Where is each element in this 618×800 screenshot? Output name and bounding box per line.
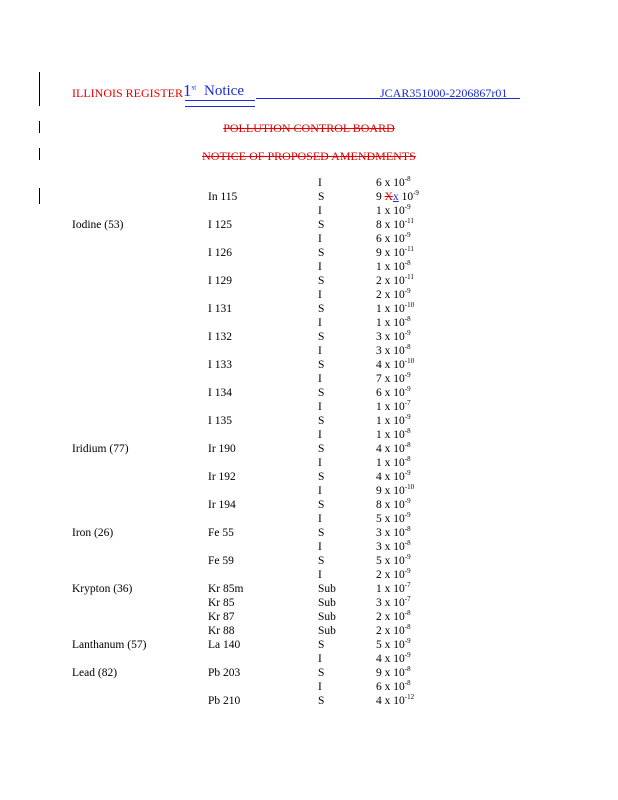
class-code: I	[318, 513, 322, 525]
notice-subtitle: NOTICE OF PROPOSED AMENDMENTS	[202, 149, 416, 163]
exponent: -11	[404, 273, 414, 282]
document-code: JCAR351000-2206867r01	[380, 86, 508, 100]
exponent: -8	[404, 525, 411, 534]
class-code: S	[318, 303, 325, 315]
exponent: -7	[404, 581, 411, 590]
class-code: S	[318, 555, 325, 567]
concentration-value: 2 x $10^{-9}$	[376, 567, 411, 581]
isotope-name: I 125	[208, 219, 232, 231]
exponent: -8	[404, 665, 411, 674]
exponent: -9	[404, 497, 411, 506]
concentration-value: 2 x $10^{-9}$	[376, 287, 411, 301]
table-row	[0, 260, 618, 274]
isotope-name: Kr 88	[208, 625, 235, 637]
class-code: S	[318, 695, 325, 707]
class-code: S	[318, 443, 325, 455]
concentration-value: 1 x $10^{-8}$	[376, 259, 411, 273]
isotope-name: La 140	[208, 639, 241, 651]
class-code: S	[318, 219, 325, 231]
class-code: S	[318, 415, 325, 427]
concentration-value: 9 Xx $10^{-9}$	[376, 189, 419, 203]
concentration-value: 4 x $10^{-9}$	[376, 651, 411, 665]
isotope-name: I 126	[208, 247, 232, 259]
concentration-value: 7 x $10^{-9}$	[376, 371, 411, 385]
table-row	[0, 442, 618, 456]
class-code: S	[318, 471, 325, 483]
class-code: S	[318, 639, 325, 651]
class-code: I	[318, 345, 322, 357]
concentration-value: 3 x $10^{-7}$	[376, 595, 411, 609]
concentration-value: 1 x $10^{-10}$	[376, 301, 415, 315]
concentration-value: 9 x $10^{-8}$	[376, 665, 411, 679]
concentration-value: 5 x $10^{-9}$	[376, 553, 411, 567]
table-row	[0, 624, 618, 638]
exponent: -10	[404, 357, 415, 366]
change-bar	[39, 72, 40, 106]
concentration-value: 1 x $10^{-8}$	[376, 427, 411, 441]
isotope-name: I 129	[208, 275, 232, 287]
table-row	[0, 428, 618, 442]
exponent: -12	[404, 693, 415, 702]
deleted-text: X	[384, 191, 393, 203]
exponent: -10	[404, 483, 415, 492]
exponent: -7	[404, 399, 411, 408]
isotope-name: Ir 194	[208, 499, 236, 511]
exponent: -9	[404, 511, 411, 520]
class-code: S	[318, 247, 325, 259]
notice-label: Notice	[204, 83, 244, 99]
table-row	[0, 666, 618, 680]
concentration-value: 4 x $10^{-10}$	[376, 357, 415, 371]
isotope-name: Pb 203	[208, 667, 241, 679]
concentration-value: 9 x $10^{-11}$	[376, 245, 414, 259]
table-row	[0, 456, 618, 470]
concentration-value: 3 x $10^{-8}$	[376, 343, 411, 357]
exponent: -8	[404, 609, 411, 618]
table-row	[0, 470, 618, 484]
element-name: Krypton (36)	[72, 583, 133, 595]
class-code: S	[318, 359, 325, 371]
table-row	[0, 680, 618, 694]
concentration-value: 3 x $10^{-9}$	[376, 329, 411, 343]
exponent: -11	[404, 245, 414, 254]
concentration-value: 8 x $10^{-11}$	[376, 217, 414, 231]
exponent: -8	[404, 315, 411, 324]
concentration-value: 6 x $10^{-9}$	[376, 231, 411, 245]
concentration-value: 6 x $10^{-9}$	[376, 385, 411, 399]
table-row	[0, 694, 618, 708]
table-row	[0, 512, 618, 526]
header-double-underline	[185, 100, 255, 107]
element-name: Lanthanum (57)	[72, 639, 147, 651]
class-code: S	[318, 191, 325, 203]
exponent: -9	[404, 567, 411, 576]
class-code: I	[318, 569, 322, 581]
concentration-value: 1 x $10^{-9}$	[376, 413, 411, 427]
isotope-name: I 133	[208, 359, 232, 371]
table-row	[0, 204, 618, 218]
exponent: -10	[404, 301, 415, 310]
concentration-value: 3 x $10^{-8}$	[376, 539, 411, 553]
table-row	[0, 176, 618, 190]
concentration-value: 1 x $10^{-7}$	[376, 581, 411, 595]
exponent: -9	[404, 413, 411, 422]
table-row	[0, 540, 618, 554]
register-label: ILLINOIS REGISTER	[72, 86, 183, 100]
class-code: Sub	[318, 583, 336, 595]
notice-number: 1st	[183, 81, 197, 100]
table-row	[0, 316, 618, 330]
class-code: I	[318, 205, 322, 217]
isotope-name: Kr 87	[208, 611, 235, 623]
isotope-table	[0, 176, 618, 708]
exponent: -9	[404, 231, 411, 240]
exponent: -9	[404, 371, 411, 380]
exponent: -8	[404, 175, 411, 184]
table-row	[0, 372, 618, 386]
exponent: -9	[413, 189, 419, 198]
class-code: Sub	[318, 625, 336, 637]
concentration-value: 4 x $10^{-12}$	[376, 693, 415, 707]
table-row	[0, 400, 618, 414]
table-row	[0, 358, 618, 372]
concentration-value: 2 x $10^{-8}$	[376, 609, 411, 623]
isotope-name: Pb 210	[208, 695, 241, 707]
exponent: -9	[404, 385, 411, 394]
class-code: I	[318, 261, 322, 273]
concentration-value: 2 x $10^{-11}$	[376, 273, 414, 287]
class-code: I	[318, 485, 322, 497]
element-name: Iron (26)	[72, 527, 114, 539]
exponent: -8	[404, 343, 411, 352]
isotope-name: Kr 85m	[208, 583, 244, 595]
isotope-name: I 131	[208, 303, 232, 315]
class-code: I	[318, 177, 322, 189]
exponent: -8	[404, 455, 411, 464]
exponent: -9	[404, 651, 411, 660]
class-code: I	[318, 653, 322, 665]
exponent: -9	[404, 287, 411, 296]
exponent: -8	[404, 539, 411, 548]
concentration-value: 6 x $10^{-8}$	[376, 679, 411, 693]
isotope-name: In 115	[208, 191, 238, 203]
exponent: -8	[404, 259, 411, 268]
table-row	[0, 218, 618, 232]
table-row	[0, 414, 618, 428]
exponent: -8	[404, 623, 411, 632]
inserted-text: x	[392, 191, 399, 203]
element-name: Lead (82)	[72, 667, 118, 679]
exponent: -8	[404, 679, 411, 688]
concentration-value: 5 x $10^{-9}$	[376, 511, 411, 525]
exponent: -7	[404, 595, 411, 604]
exponent: -8	[404, 441, 411, 450]
class-code: I	[318, 373, 322, 385]
concentration-value: 8 x $10^{-9}$	[376, 497, 411, 511]
class-code: I	[318, 429, 322, 441]
table-row	[0, 330, 618, 344]
table-row	[0, 582, 618, 596]
table-row	[0, 484, 618, 498]
concentration-value: 1 x $10^{-7}$	[376, 399, 411, 413]
table-row	[0, 246, 618, 260]
table-row	[0, 652, 618, 666]
class-code: I	[318, 401, 322, 413]
class-code: S	[318, 387, 325, 399]
class-code: S	[318, 275, 325, 287]
concentration-value: 3 x $10^{-8}$	[376, 525, 411, 539]
class-code: I	[318, 317, 322, 329]
exponent: -9	[404, 203, 411, 212]
exponent: -9	[404, 469, 411, 478]
table-row	[0, 386, 618, 400]
isotope-name: I 132	[208, 331, 232, 343]
exponent: -9	[404, 637, 411, 646]
concentration-value: 1 x $10^{-8}$	[376, 315, 411, 329]
concentration-value: 4 x $10^{-8}$	[376, 441, 411, 455]
isotope-name: Kr 85	[208, 597, 235, 609]
isotope-name: Fe 59	[208, 555, 234, 567]
table-row	[0, 638, 618, 652]
concentration-value: 2 x $10^{-8}$	[376, 623, 411, 637]
table-row	[0, 610, 618, 624]
table-row	[0, 302, 618, 316]
class-code: I	[318, 541, 322, 553]
table-row	[0, 498, 618, 512]
isotope-name: Ir 192	[208, 471, 236, 483]
table-row	[0, 526, 618, 540]
table-row	[0, 596, 618, 610]
concentration-value: 4 x $10^{-9}$	[376, 469, 411, 483]
concentration-value: 1 x $10^{-9}$	[376, 203, 411, 217]
concentration-value: 1 x $10^{-8}$	[376, 455, 411, 469]
table-row	[0, 344, 618, 358]
concentration-value: 6 x $10^{-8}$	[376, 175, 411, 189]
exponent: -11	[404, 217, 414, 226]
table-row	[0, 554, 618, 568]
element-name: Iridium (77)	[72, 443, 129, 455]
class-code: I	[318, 681, 322, 693]
exponent: -8	[404, 427, 411, 436]
class-code: Sub	[318, 597, 336, 609]
class-code: S	[318, 527, 325, 539]
board-title: POLLUTION CONTROL BOARD	[223, 121, 395, 135]
table-row	[0, 190, 618, 204]
class-code: S	[318, 499, 325, 511]
element-name: Iodine (53)	[72, 219, 124, 231]
exponent: -9	[404, 553, 411, 562]
concentration-value: 5 x $10^{-9}$	[376, 637, 411, 651]
concentration-value: 9 x $10^{-10}$	[376, 483, 415, 497]
isotope-name: Ir 190	[208, 443, 236, 455]
class-code: I	[318, 457, 322, 469]
class-code: I	[318, 289, 322, 301]
table-row	[0, 288, 618, 302]
class-code: S	[318, 331, 325, 343]
isotope-name: Fe 55	[208, 527, 234, 539]
exponent: -9	[404, 329, 411, 338]
table-row	[0, 568, 618, 582]
isotope-name: I 134	[208, 387, 232, 399]
class-code: I	[318, 233, 322, 245]
table-row	[0, 274, 618, 288]
isotope-name: I 135	[208, 415, 232, 427]
class-code: S	[318, 667, 325, 679]
class-code: Sub	[318, 611, 336, 623]
table-row	[0, 232, 618, 246]
